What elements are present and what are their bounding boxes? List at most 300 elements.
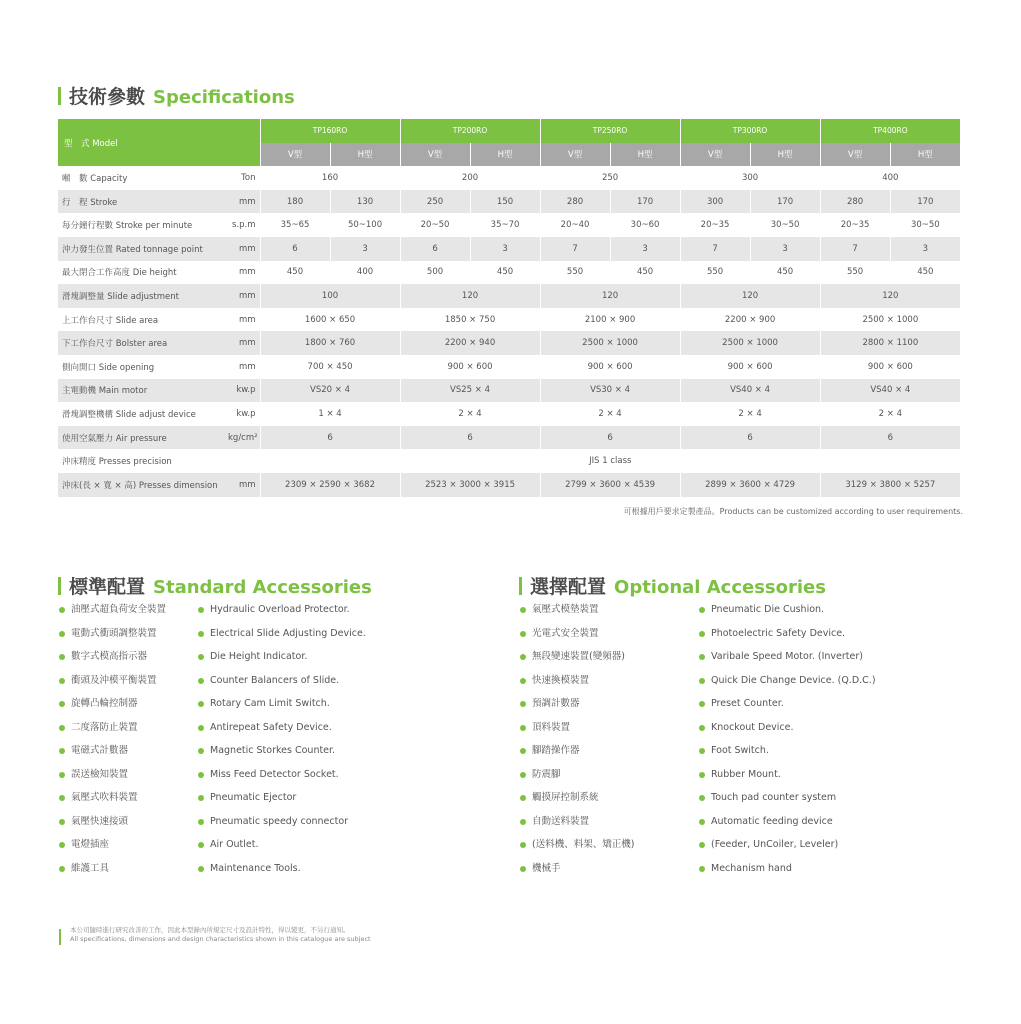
- accessory-label: Die Height Indicator.: [210, 651, 308, 662]
- bullet-dot-icon: [198, 701, 204, 707]
- spec-cell: 3129 × 3800 × 5257: [820, 473, 960, 497]
- optional-accessories-heading: [519, 572, 826, 599]
- accessory-item: [520, 767, 634, 791]
- spec-cell: 7: [680, 237, 750, 261]
- spec-row-label: 行 程 Stroke: [58, 190, 228, 214]
- bullet-dot-icon: [59, 701, 65, 707]
- accessory-item: [520, 861, 634, 885]
- spec-row-label: 沖床精度 Presses precision: [58, 449, 228, 473]
- bullet-dot-icon: [520, 866, 526, 872]
- bullet-dot-icon: [699, 842, 705, 848]
- accessory-label: Rubber Mount.: [711, 768, 781, 780]
- bullet-dot-icon: [59, 772, 65, 778]
- accessory-item: [59, 696, 166, 720]
- h-type-header: H型: [750, 143, 820, 167]
- spec-cell: 2500 × 1000: [680, 331, 820, 355]
- spec-cell: 450: [260, 261, 330, 285]
- accessory-item: [198, 837, 366, 861]
- accessory-label: 光電式安全裝置: [532, 627, 599, 639]
- spec-row-label: 每分鐘行程數 Stroke per minute: [58, 213, 228, 237]
- spec-cell: 6: [820, 426, 960, 450]
- spec-row: [58, 331, 960, 355]
- accessory-item: [59, 720, 166, 744]
- bullet-dot-icon: [59, 725, 65, 731]
- v-type-header: V型: [260, 143, 330, 167]
- accessory-label: 快速換模裝置: [532, 674, 590, 686]
- accessory-item: [699, 861, 876, 885]
- model-group-header: TP400RO: [820, 119, 960, 143]
- spec-row-unit: mm: [228, 331, 260, 355]
- accessory-label: Knockout Device.: [711, 721, 794, 733]
- spec-row-label: 主電動機 Main motor: [58, 379, 228, 403]
- accessory-label: Pneumatic speedy connector: [210, 815, 349, 827]
- bullet-dot-icon: [59, 819, 65, 825]
- bullet-dot-icon: [198, 795, 204, 801]
- bullet-dot-icon: [198, 842, 204, 848]
- spec-cell: 50~100: [330, 213, 400, 237]
- accessory-item: [699, 743, 876, 767]
- accessory-item: [699, 837, 876, 861]
- accessory-label: 氣壓式模墊裝置: [532, 604, 599, 615]
- footer-text: [70, 926, 371, 945]
- spec-row: [58, 308, 960, 332]
- accessory-label: Varibale Speed Motor. (Inverter): [711, 651, 863, 662]
- spec-row: [58, 426, 960, 450]
- spec-cell: 170: [890, 190, 960, 214]
- accessory-item: [520, 696, 634, 720]
- accessory-item: [59, 743, 166, 767]
- accessory-label: Automatic feeding device: [711, 815, 833, 827]
- spec-cell: VS25 × 4: [400, 379, 540, 403]
- bullet-dot-icon: [59, 654, 65, 660]
- bullet-dot-icon: [520, 748, 526, 754]
- bullet-dot-icon: [59, 678, 65, 684]
- accessory-item: [520, 743, 634, 767]
- spec-row: [58, 402, 960, 426]
- v-type-header: V型: [680, 143, 750, 167]
- bullet-dot-icon: [520, 772, 526, 778]
- accessory-item: [59, 814, 166, 838]
- spec-cell: 550: [680, 261, 750, 285]
- spec-cell: 3: [330, 237, 400, 261]
- accessory-item: [699, 790, 876, 814]
- spec-cell: 6: [400, 237, 470, 261]
- accessory-label: 氣壓式吹料裝置: [71, 792, 138, 803]
- bullet-dot-icon: [699, 654, 705, 660]
- spec-cell: 120: [540, 284, 680, 308]
- bullet-dot-icon: [699, 701, 705, 707]
- accessory-item: [520, 790, 634, 814]
- model-group-header: TP300RO: [680, 119, 820, 143]
- v-type-header: V型: [820, 143, 890, 167]
- spec-cell: VS40 × 4: [680, 379, 820, 403]
- spec-cell: 35~65: [260, 213, 330, 237]
- spec-cell: 150: [470, 190, 540, 214]
- bullet-dot-icon: [520, 654, 526, 660]
- bullet-dot-icon: [699, 725, 705, 731]
- spec-cell: 6: [540, 426, 680, 450]
- h-type-header: H型: [330, 143, 400, 167]
- accessory-item: [59, 767, 166, 791]
- accessory-label: Miss Feed Detector Socket.: [210, 768, 339, 780]
- spec-row-label: 使用空氣壓力 Air pressure: [58, 426, 228, 450]
- spec-cell: 2 × 4: [540, 402, 680, 426]
- accessory-item: [699, 720, 876, 744]
- spec-cell: 300: [680, 166, 820, 190]
- spec-cell: 6: [260, 237, 330, 261]
- accessory-item: [699, 814, 876, 838]
- standard-title-en: Standard Accessories: [153, 577, 372, 598]
- optional-list-zh: [520, 602, 634, 884]
- bullet-dot-icon: [520, 842, 526, 848]
- spec-cell: 250: [400, 190, 470, 214]
- specifications-title-zh: 技術參數: [69, 86, 146, 108]
- accessory-label: Pneumatic Die Cushion.: [711, 604, 825, 615]
- spec-cell: 2799 × 3600 × 4539: [540, 473, 680, 497]
- bullet-dot-icon: [699, 819, 705, 825]
- spec-cell: 170: [750, 190, 820, 214]
- spec-cell: 550: [540, 261, 610, 285]
- spec-cell: 6: [680, 426, 820, 450]
- spec-cell: 2500 × 1000: [820, 308, 960, 332]
- heading-accent-bar: [58, 87, 61, 105]
- accessory-label: Photoelectric Safety Device.: [711, 627, 846, 639]
- accessory-item: [59, 649, 166, 673]
- spec-cell: 250: [540, 166, 680, 190]
- accessory-label: 旋轉凸輪控制器: [71, 698, 138, 709]
- specifications-table: [58, 119, 960, 497]
- bullet-dot-icon: [198, 725, 204, 731]
- spec-cell: 120: [400, 284, 540, 308]
- spec-cell: 1600 × 650: [260, 308, 400, 332]
- spec-cell: 3: [610, 237, 680, 261]
- spec-cell: 180: [260, 190, 330, 214]
- spec-row: [58, 284, 960, 308]
- bullet-dot-icon: [59, 866, 65, 872]
- spec-cell: 20~35: [680, 213, 750, 237]
- spec-cell: 400: [330, 261, 400, 285]
- spec-row-unit: kw.p: [228, 379, 260, 403]
- accessory-item: [198, 720, 366, 744]
- bullet-dot-icon: [59, 607, 65, 613]
- spec-row-unit: kg/cm²: [228, 426, 260, 450]
- bullet-dot-icon: [520, 725, 526, 731]
- h-type-header: H型: [890, 143, 960, 167]
- model-header: 型 式 Model: [58, 119, 260, 166]
- spec-cell: 2800 × 1100: [820, 331, 960, 355]
- specifications-rows: [58, 166, 960, 496]
- accessory-label: 頂料裝置: [532, 721, 571, 733]
- spec-cell: 1850 × 750: [400, 308, 540, 332]
- accessory-label: Counter Balancers of Slide.: [210, 674, 340, 686]
- spec-cell: 200: [400, 166, 540, 190]
- accessory-label: 電磁式計數器: [71, 745, 129, 756]
- spec-row-unit: mm: [228, 190, 260, 214]
- spec-row-unit: kw.p: [228, 402, 260, 426]
- accessory-item: [198, 767, 366, 791]
- accessory-label: 誤送檢知裝置: [71, 768, 129, 780]
- accessory-item: [699, 602, 876, 626]
- accessory-label: 二度落防止裝置: [71, 721, 138, 733]
- accessory-label: Touch pad counter system: [711, 792, 837, 803]
- spec-cell: 100: [260, 284, 400, 308]
- accessory-item: [198, 814, 366, 838]
- accessory-label: Mechanism hand: [711, 862, 792, 874]
- spec-cell: 400: [820, 166, 960, 190]
- accessory-label: Pneumatic Ejector: [210, 792, 297, 803]
- footer-disclaimer: [59, 926, 371, 945]
- accessory-item: [198, 626, 366, 650]
- spec-cell: 450: [610, 261, 680, 285]
- accessory-label: 數字式模高指示器: [71, 651, 148, 662]
- spec-cell: 2100 × 900: [540, 308, 680, 332]
- spec-cell: 500: [400, 261, 470, 285]
- customization-note: 可根據用戶要求定製產品。Products can be customized according to user requirements.: [623, 507, 963, 516]
- heading-accent-bar: [519, 577, 522, 595]
- bullet-dot-icon: [520, 678, 526, 684]
- bullet-dot-icon: [198, 866, 204, 872]
- spec-cell: 30~50: [750, 213, 820, 237]
- bullet-dot-icon: [198, 748, 204, 754]
- accessory-label: Air Outlet.: [210, 839, 259, 850]
- footer-line-zh: 本公司隨時進行研究改善的工作，因此本型錄內所規定尺寸及設計特性，得以變更，不另行通知。: [70, 926, 350, 934]
- accessory-item: [198, 696, 366, 720]
- spec-cell: 3: [890, 237, 960, 261]
- accessory-item: [520, 626, 634, 650]
- accessory-item: [520, 602, 634, 626]
- bullet-dot-icon: [699, 678, 705, 684]
- spec-row-unit: [228, 449, 260, 473]
- accessory-label: Maintenance Tools.: [210, 862, 301, 874]
- accessory-label: Preset Counter.: [711, 698, 784, 709]
- accessory-item: [59, 673, 166, 697]
- accessory-item: [198, 602, 366, 626]
- spec-cell: 2200 × 900: [680, 308, 820, 332]
- spec-cell: 6: [400, 426, 540, 450]
- spec-cell: 280: [820, 190, 890, 214]
- bullet-dot-icon: [699, 607, 705, 613]
- spec-cell: VS30 × 4: [540, 379, 680, 403]
- accessory-item: [699, 626, 876, 650]
- accessory-item: [59, 790, 166, 814]
- accessory-label: 維護工具: [71, 862, 110, 874]
- spec-cell: 2523 × 3000 × 3915: [400, 473, 540, 497]
- spec-cell: 900 × 600: [680, 355, 820, 379]
- spec-cell: 2309 × 2590 × 3682: [260, 473, 400, 497]
- optional-title-zh: 選擇配置: [530, 576, 607, 598]
- v-type-header: V型: [400, 143, 470, 167]
- accessory-item: [198, 790, 366, 814]
- spec-cell: 2200 × 940: [400, 331, 540, 355]
- accessory-item: [699, 673, 876, 697]
- bullet-dot-icon: [198, 631, 204, 637]
- spec-cell: 6: [260, 426, 400, 450]
- accessory-label: Foot Switch.: [711, 745, 769, 756]
- spec-row-label: 上工作台尺寸 Slide area: [58, 308, 228, 332]
- footer-accent-bar: [59, 929, 61, 945]
- spec-row-label: 最大閉合工作高度 Die height: [58, 261, 228, 285]
- accessory-label: Quick Die Change Device. (Q.D.C.): [711, 674, 876, 686]
- bullet-dot-icon: [699, 772, 705, 778]
- spec-cell: 550: [820, 261, 890, 285]
- spec-cell: 2 × 4: [400, 402, 540, 426]
- accessory-item: [59, 602, 166, 626]
- accessory-item: [699, 696, 876, 720]
- v-type-header: V型: [540, 143, 610, 167]
- bullet-dot-icon: [198, 607, 204, 613]
- spec-cell: 900 × 600: [400, 355, 540, 379]
- bullet-dot-icon: [59, 842, 65, 848]
- spec-cell: 160: [260, 166, 400, 190]
- spec-row: [58, 473, 960, 497]
- bullet-dot-icon: [198, 678, 204, 684]
- spec-row-unit: mm: [228, 261, 260, 285]
- spec-row-unit: mm: [228, 355, 260, 379]
- spec-row: [58, 190, 960, 214]
- spec-row: [58, 449, 960, 473]
- accessory-label: (Feeder, UnCoiler, Leveler): [711, 839, 839, 850]
- spec-row: [58, 213, 960, 237]
- accessory-label: 氣壓快速接頭: [71, 815, 129, 827]
- spec-row-label: 滑塊調整量 Slide adjustment: [58, 284, 228, 308]
- spec-cell: 2 × 4: [820, 402, 960, 426]
- spec-cell: 120: [820, 284, 960, 308]
- bullet-dot-icon: [699, 795, 705, 801]
- spec-cell: VS40 × 4: [820, 379, 960, 403]
- spec-cell: 300: [680, 190, 750, 214]
- bullet-dot-icon: [699, 631, 705, 637]
- footer-line-en: All specifications, dimensions and design characteristics shown in this catalogue are subject: [70, 935, 371, 943]
- model-group-header: TP160RO: [260, 119, 400, 143]
- bullet-dot-icon: [520, 631, 526, 637]
- accessory-label: Magnetic Storkes Counter.: [210, 745, 336, 756]
- accessory-item: [198, 743, 366, 767]
- spec-cell: 2500 × 1000: [540, 331, 680, 355]
- specifications-heading: [58, 82, 295, 109]
- accessory-item: [198, 649, 366, 673]
- accessory-item: [520, 837, 634, 861]
- accessory-item: [699, 649, 876, 673]
- spec-cell: 170: [610, 190, 680, 214]
- accessory-label: 機械手: [532, 862, 561, 874]
- spec-cell: 2899 × 3600 × 4729: [680, 473, 820, 497]
- accessory-label: Antirepeat Safety Device.: [210, 721, 332, 733]
- spec-row-unit: mm: [228, 308, 260, 332]
- spec-row: [58, 237, 960, 261]
- spec-row: [58, 166, 960, 190]
- accessory-label: 觸摸屏控制系統: [532, 792, 599, 803]
- spec-cell: 3: [470, 237, 540, 261]
- accessory-label: 衝頭及沖模平衡裝置: [71, 674, 157, 686]
- optional-title-en: Optional Accessories: [614, 577, 826, 598]
- spec-cell: 7: [820, 237, 890, 261]
- spec-cell: 3: [750, 237, 820, 261]
- spec-row-label: 沖床(長 × 寬 × 高) Presses dimension: [58, 473, 228, 497]
- spec-cell: 130: [330, 190, 400, 214]
- accessory-item: [59, 626, 166, 650]
- bullet-dot-icon: [59, 631, 65, 637]
- accessory-label: Electrical Slide Adjusting Device.: [210, 627, 366, 639]
- spec-cell: 1 × 4: [260, 402, 400, 426]
- spec-row-label: 噸 數 Capacity: [58, 166, 228, 190]
- spec-cell: 7: [540, 237, 610, 261]
- spec-row-unit: Ton: [228, 166, 260, 190]
- spec-cell: 35~70: [470, 213, 540, 237]
- spec-row-label: 側向開口 Side opening: [58, 355, 228, 379]
- accessory-label: 油壓式超負荷安全裝置: [71, 604, 167, 615]
- accessory-item: [520, 814, 634, 838]
- spec-row-unit: mm: [228, 473, 260, 497]
- specifications-title-en: Specifications: [153, 87, 295, 108]
- spec-cell: JIS 1 class: [260, 449, 960, 473]
- spec-cell: 20~50: [400, 213, 470, 237]
- spec-row-unit: mm: [228, 237, 260, 261]
- accessory-label: 自動送料裝置: [532, 815, 590, 827]
- accessory-label: 防震腳: [532, 768, 561, 780]
- accessory-label: 電動式衝頭調整裝置: [71, 627, 157, 639]
- optional-list-en: [699, 602, 876, 884]
- spec-row-label: 滑塊調整機構 Slide adjust device: [58, 402, 228, 426]
- spec-cell: 900 × 600: [820, 355, 960, 379]
- accessory-label: 預調計數器: [532, 698, 580, 709]
- bullet-dot-icon: [520, 819, 526, 825]
- h-type-header: H型: [610, 143, 680, 167]
- standard-title-zh: 標準配置: [69, 576, 146, 598]
- accessory-label: 無段變速裝置(變頻器): [532, 651, 625, 662]
- spec-cell: 450: [890, 261, 960, 285]
- accessory-item: [520, 649, 634, 673]
- model-group-header: TP200RO: [400, 119, 540, 143]
- accessory-label: 電燈插座: [71, 839, 110, 850]
- spec-cell: 450: [470, 261, 540, 285]
- accessory-item: [198, 673, 366, 697]
- spec-cell: 120: [680, 284, 820, 308]
- accessory-label: (送料機、料架、矯正機): [532, 839, 635, 850]
- standard-accessories-heading: [58, 572, 372, 599]
- accessory-item: [699, 767, 876, 791]
- spec-cell: 2 × 4: [680, 402, 820, 426]
- bullet-dot-icon: [520, 701, 526, 707]
- h-type-header: H型: [470, 143, 540, 167]
- spec-cell: 900 × 600: [540, 355, 680, 379]
- spec-row-unit: s.p.m: [228, 213, 260, 237]
- spec-cell: 20~35: [820, 213, 890, 237]
- heading-accent-bar: [58, 577, 61, 595]
- model-group-header: TP250RO: [540, 119, 680, 143]
- spec-cell: 30~60: [610, 213, 680, 237]
- accessory-label: Hydraulic Overload Protector.: [210, 604, 350, 615]
- bullet-dot-icon: [198, 654, 204, 660]
- bullet-dot-icon: [198, 772, 204, 778]
- spec-cell: 450: [750, 261, 820, 285]
- spec-row-label: 下工作台尺寸 Bolster area: [58, 331, 228, 355]
- accessory-label: Rotary Cam Limit Switch.: [210, 698, 330, 709]
- accessory-item: [520, 720, 634, 744]
- spec-row: [58, 261, 960, 285]
- standard-list-zh: [59, 602, 166, 884]
- spec-cell: 1800 × 760: [260, 331, 400, 355]
- spec-cell: 280: [540, 190, 610, 214]
- bullet-dot-icon: [59, 795, 65, 801]
- accessory-label: 腳踏操作器: [532, 745, 580, 756]
- bullet-dot-icon: [59, 748, 65, 754]
- bullet-dot-icon: [520, 607, 526, 613]
- spec-cell: VS20 × 4: [260, 379, 400, 403]
- accessory-item: [520, 673, 634, 697]
- spec-row-label: 沖力發生位置 Rated tonnage point: [58, 237, 228, 261]
- spec-cell: 700 × 450: [260, 355, 400, 379]
- standard-list-en: [198, 602, 366, 884]
